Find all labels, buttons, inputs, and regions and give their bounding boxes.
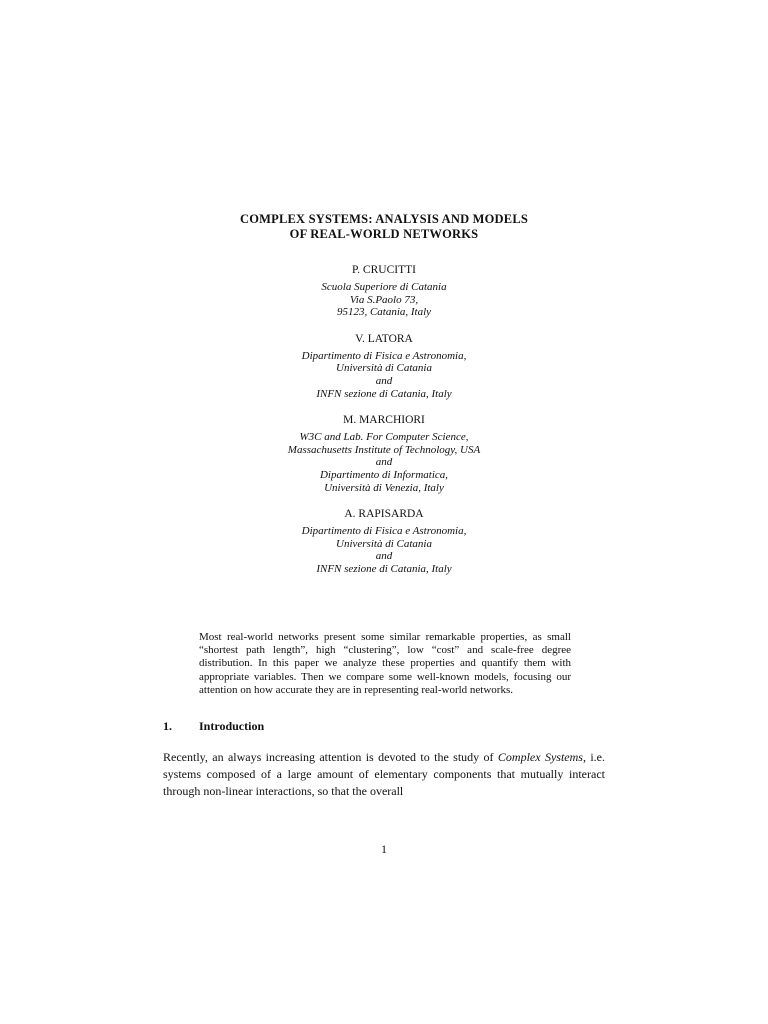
section-title: Introduction xyxy=(199,719,265,733)
author-rapisarda xyxy=(0,508,768,575)
affiliation-line: INFN sezione di Catania, Italy xyxy=(316,562,452,575)
author-name: A. RAPISARDA xyxy=(344,508,424,521)
affiliation-line: and xyxy=(375,456,393,469)
author-name: P. CRUCITTI xyxy=(352,264,416,276)
affiliation-line: Via S.Paolo 73, xyxy=(349,293,419,306)
author-list xyxy=(0,264,768,590)
affiliation-line: Università di Catania xyxy=(336,537,432,550)
author-latora xyxy=(0,333,768,400)
page-number: 1 xyxy=(381,842,387,856)
affiliation-line: Massachusetts Institute of Technology, USA xyxy=(287,443,481,456)
body-text-start: Recently, an always increasing attention is devoted to the study of xyxy=(163,750,498,764)
affiliation-line: INFN sezione di Catania, Italy xyxy=(316,387,452,400)
abstract: Most real-world networks present some similar remarkable properties, as small “shortest path length”, high “clustering”, low “cost” and scale-free degree distribution. In this paper we analyze these properties and quantify them with appropriate variables. Then we compare some well-known models, focusing our attention on how accurate they are in representing real-world networks. xyxy=(199,631,571,696)
author-name: V. LATORA xyxy=(355,332,413,345)
paper-title xyxy=(0,212,768,242)
section-number: 1. xyxy=(163,719,172,733)
affiliation-line: Dipartimento di Fisica e Astronomia, xyxy=(301,349,467,362)
body-text-rest: , i.e. systems composed of a large amount of elementary components that mutually interact through non-linear interactions, so that the overall xyxy=(163,750,605,798)
author-name: M. MARCHIORI xyxy=(343,414,425,427)
affiliation-line: and xyxy=(375,550,393,563)
affiliation-line: and xyxy=(375,374,393,387)
author-crucitti xyxy=(0,264,768,319)
body-text-emphasis: Complex Systems xyxy=(497,750,583,764)
affiliation-line: Dipartimento di Fisica e Astronomia, xyxy=(301,525,467,538)
affiliation-line: Scuola Superiore di Catania xyxy=(321,281,447,293)
paper-title-line-1: COMPLEX SYSTEMS: ANALYSIS AND MODELS xyxy=(239,212,529,226)
affiliation-line: Dipartimento di Informatica, xyxy=(319,468,449,481)
body-paragraph xyxy=(163,749,605,800)
affiliation-line: Università di Catania xyxy=(336,362,432,375)
affiliation-line: Università di Venezia, Italy xyxy=(324,481,444,494)
paper-title-line-2: OF REAL-WORLD NETWORKS xyxy=(289,227,479,241)
affiliation-line: W3C and Lab. For Computer Science, xyxy=(299,431,469,444)
section-heading-introduction xyxy=(163,719,264,734)
author-marchiori xyxy=(0,414,768,494)
affiliation-line: 95123, Catania, Italy xyxy=(336,306,432,319)
